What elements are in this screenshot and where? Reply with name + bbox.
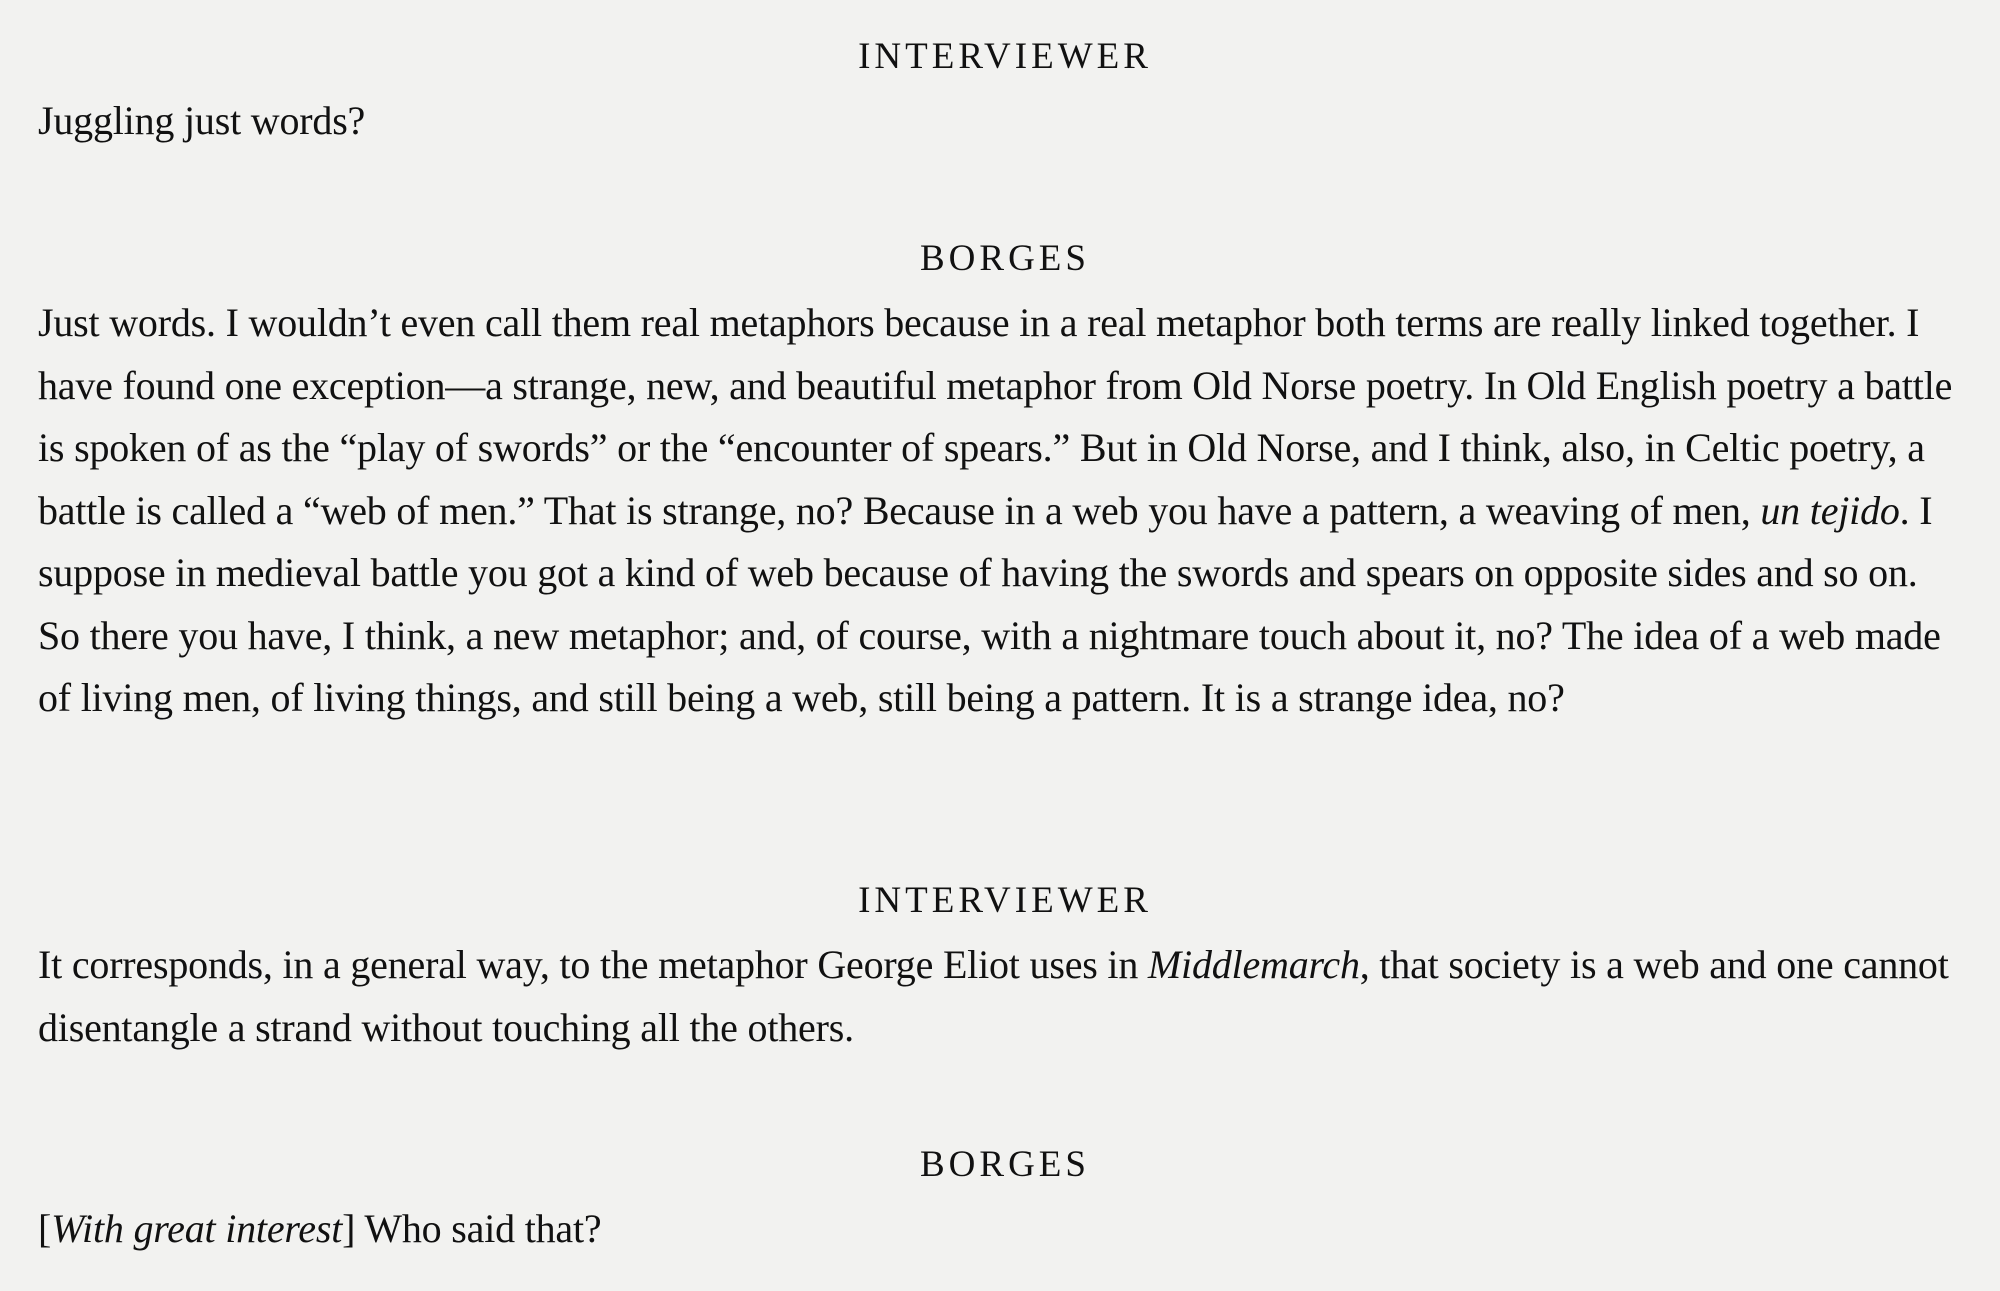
speech-text: [ [38, 1206, 52, 1251]
exchange-2 [38, 234, 1962, 730]
speaker-label: BORGES [920, 1144, 1090, 1185]
speech-italic-text: Middlemarch [1147, 942, 1360, 987]
speech-italic-text: With great interest [51, 1206, 343, 1251]
speaker-label: INTERVIEWER [858, 36, 1152, 77]
speaker-label: BORGES [920, 238, 1090, 279]
speech-text: It corresponds, in a general way, to the metaphor George Eliot uses in [38, 942, 1148, 987]
speech-text: ] Who said that? [342, 1206, 602, 1251]
speech-text: Juggling just words? [38, 98, 366, 143]
speech-paragraph [38, 90, 1962, 153]
speech-text: Just words. I wouldn’t even call them real metaphors because in a real metaphor both terms are really linked together. I have found one exception—a strange, new, and beautiful metaphor from Old Norse poetry. In Old English poetry a battle is spoken of as the “play of swords” or the “encounter of spears.” But in Old Norse, and I think, also, in Celtic poetry, a battle is called a “web of men.” That is strange, no? Because in a web you have a pattern, a weaving of men, [38, 300, 1953, 533]
exchange-1 [38, 32, 1962, 153]
speaker-label: INTERVIEWER [858, 880, 1152, 921]
exchange-4 [38, 1140, 1962, 1261]
speech-text: , that society is a web and one cannot disentangle a strand without touching all the others. [38, 942, 1949, 1050]
speech-paragraph [38, 934, 1962, 1059]
exchange-3 [38, 876, 1962, 1059]
speech-italic-text: un tejido [1760, 487, 1900, 533]
speech-paragraph [38, 292, 1962, 730]
speech-text: . I suppose in medieval battle you got a kind of web because of having the swords and spears on opposite sides and so on. So there you have, I think, a new metaphor; and, of course, with a nightmare touch about it, no? The idea of a web made of living men, of living things, and still being a web, still being a pattern. It is a strange idea, no? [38, 487, 1941, 720]
speech-paragraph [38, 1198, 1962, 1261]
